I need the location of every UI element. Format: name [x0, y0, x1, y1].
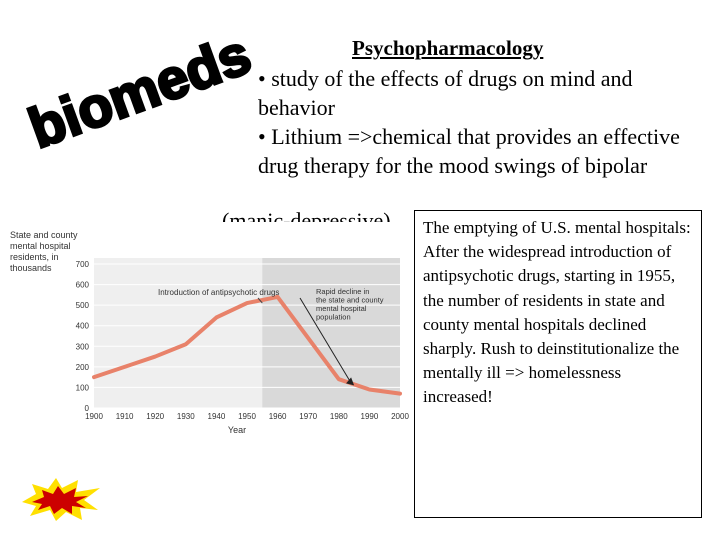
- slide-title: Psychopharmacology: [352, 36, 544, 60]
- annotation-decline-line: the state and county: [316, 295, 384, 305]
- data-point: [123, 365, 126, 368]
- shaded-region: [262, 258, 400, 408]
- annotation-decline-line: Rapid decline in: [316, 287, 370, 296]
- y-axis-label-line: mental hospital: [10, 241, 71, 251]
- y-axis-label-line: residents, in: [10, 252, 59, 262]
- x-tick-label: 1920: [146, 412, 165, 421]
- bullet-item: • Lithium =>chemical that provides an effective drug therapy for the mood swings of bipolar: [258, 124, 680, 178]
- x-tick-label: 1950: [238, 412, 256, 421]
- y-tick-label: 600: [75, 280, 89, 290]
- bullet-item: • study of the effects of drugs on mind and behavior: [258, 66, 633, 120]
- y-tick-label: 100: [75, 383, 89, 393]
- caption-text: The emptying of U.S. mental hospitals: After the widespread introduction of antipsychotic drugs, starting in 1955, the number of residents in state and county mental hospitals declined sharply. Rush to deinstitutionalize the mentally ill => homelessness increased!: [423, 218, 691, 407]
- x-tick-label: 1900: [85, 412, 103, 421]
- data-point: [246, 302, 249, 305]
- y-tick-label: 200: [75, 362, 89, 372]
- hospital-residents-chart: [0, 222, 414, 440]
- data-point: [337, 378, 340, 381]
- biomeds-logo: [14, 4, 259, 160]
- y-axis-label: [10, 230, 78, 273]
- chart-series: [93, 258, 402, 408]
- data-point: [399, 392, 402, 395]
- data-point: [154, 355, 157, 358]
- x-tick-label: 1960: [268, 412, 287, 421]
- data-point: [368, 388, 371, 391]
- x-tick-label: 2000: [391, 412, 409, 421]
- y-tick-label: 500: [75, 301, 89, 311]
- x-tick-label: 1930: [176, 412, 195, 421]
- y-tick-label: 400: [75, 321, 89, 331]
- y-tick-label: 700: [75, 260, 89, 269]
- annotation-decline-line: mental hospital: [316, 304, 367, 313]
- data-point: [184, 343, 187, 346]
- x-tick-label: 1940: [207, 412, 226, 421]
- data-point: [215, 316, 218, 319]
- x-axis-label: Year: [227, 425, 247, 435]
- partial-text: (manic-depressive): [222, 208, 391, 233]
- starburst-icon: [20, 474, 102, 522]
- x-tick-label: 1990: [360, 412, 379, 421]
- y-tick-label: 0: [84, 404, 89, 413]
- annotation-decline-line: population: [316, 312, 351, 322]
- bullet-list: [258, 64, 708, 180]
- data-point: [307, 337, 310, 340]
- x-tick-label: 1910: [115, 412, 134, 421]
- y-tick-label: 300: [75, 342, 89, 352]
- data-point: [93, 376, 96, 379]
- y-axis-label-line: State and county: [10, 230, 78, 240]
- x-tick-label: 1970: [299, 412, 318, 421]
- annotation-drugs: Introduction of antipsychotic drugs: [158, 288, 280, 297]
- y-axis-label-line: thousands: [10, 263, 52, 273]
- caption-box: [414, 210, 702, 518]
- x-tick-label: 1980: [329, 412, 348, 421]
- svg-text:biomeds: biomeds: [20, 21, 259, 160]
